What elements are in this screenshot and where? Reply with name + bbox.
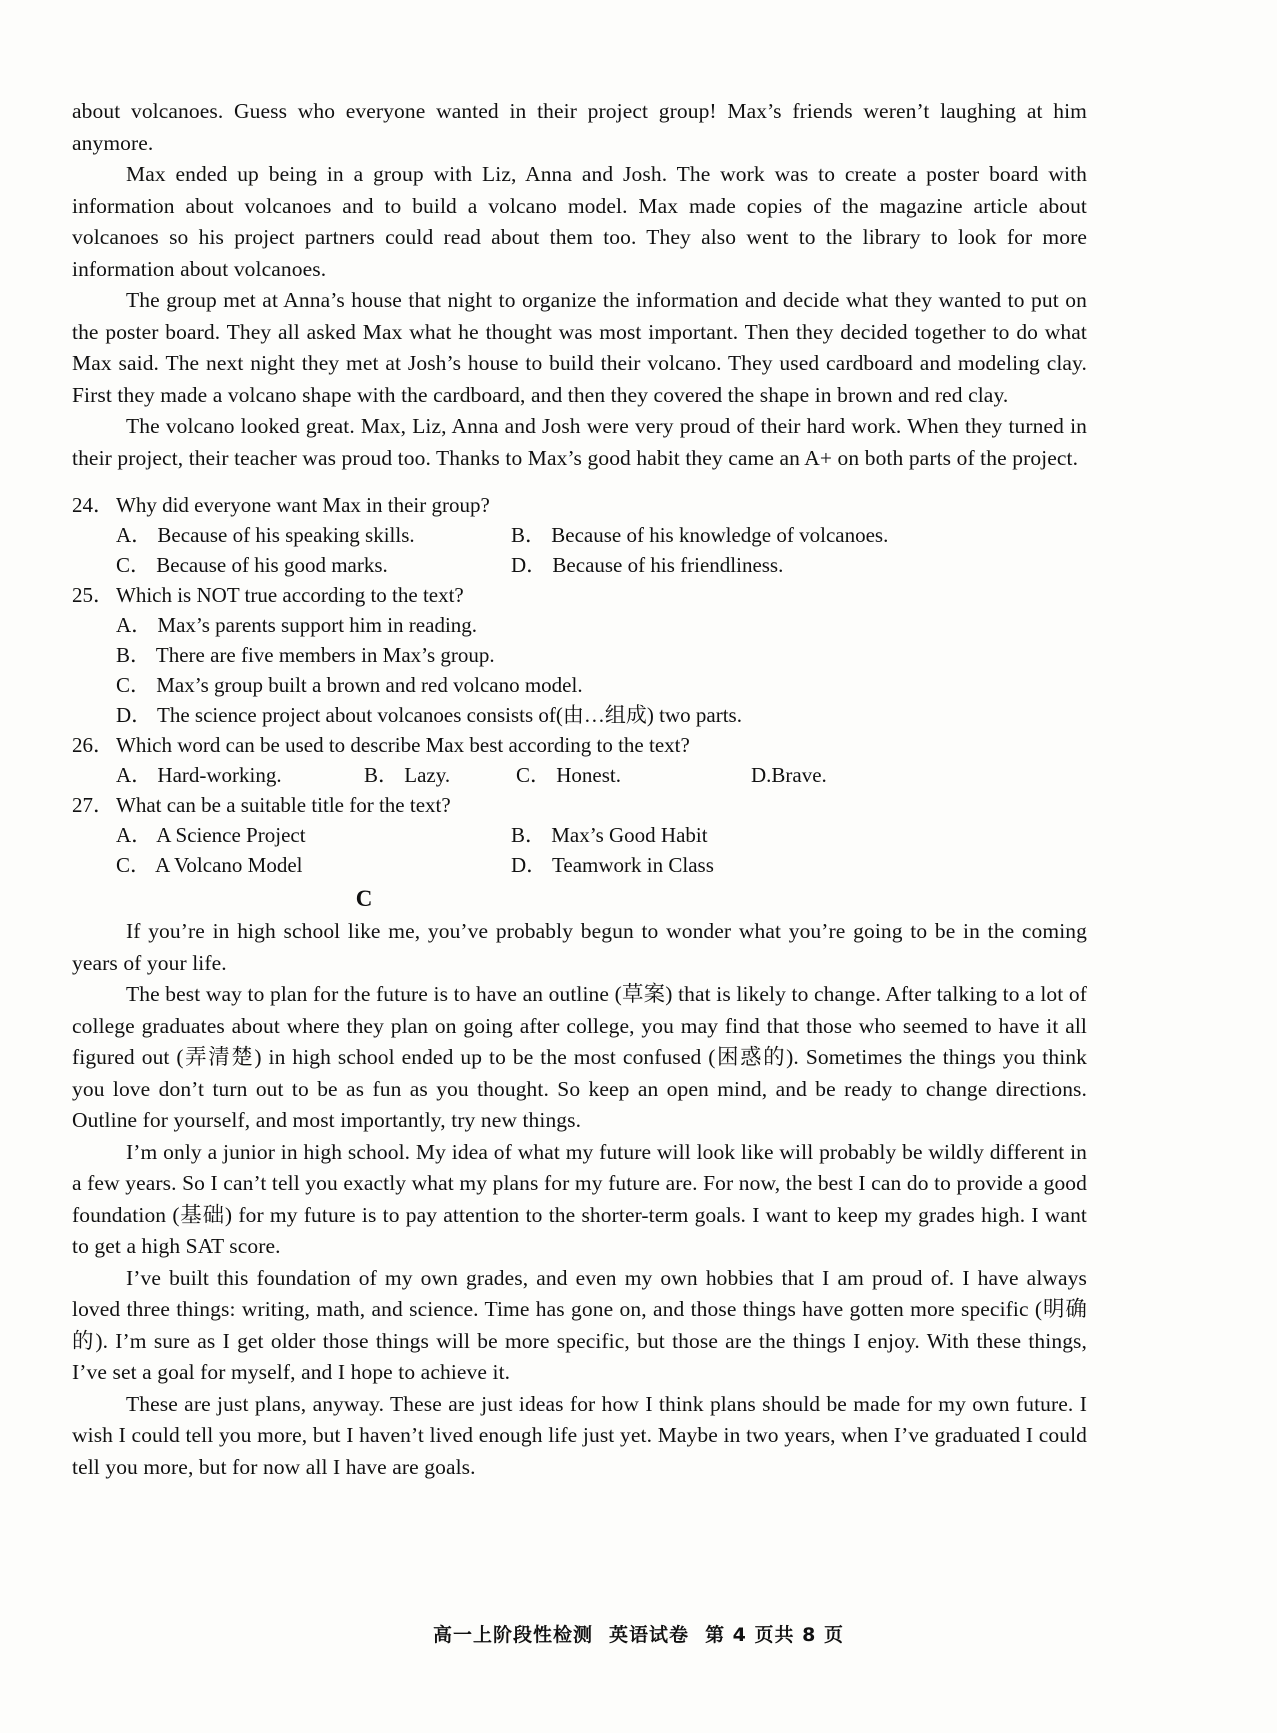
footer-subject: 英语试卷 — [609, 1624, 690, 1646]
option-list — [72, 610, 1087, 730]
option-c[interactable]: C． A Volcano Model — [116, 853, 303, 877]
question-text: Which word can be used to describe Max best according to the text? — [116, 733, 690, 757]
paragraph: I’m only a junior in high school. My idea of what my future will look like will probably be wildly different in a few years. So I can’t tell you exactly what my plans for my future are. For now, the best I can do to provide a good foundation (基础) for my future is to pay attention to the shorter-term goals. I want to keep my grades high. I want to get a high SAT score. — [72, 1139, 1087, 1258]
option-d[interactable]: D． Because of his friendliness. — [511, 553, 784, 577]
section-letter: C — [355, 886, 374, 911]
question-number: 26． — [72, 733, 114, 757]
question-text: Why did everyone want Max in their group? — [116, 493, 490, 517]
option-a[interactable]: A． A Science Project — [116, 823, 306, 847]
question-number: 25． — [72, 583, 114, 607]
paragraph: Max ended up being in a group with Liz, Anna and Josh. The work was to create a poster board with information about volcanoes and to build a volcano model. Max made copies of the magazine article about volcanoes so his project partners could read about them too. They also went to the library to look for more information about volcanoes. — [72, 162, 1087, 281]
question-27 — [72, 790, 1087, 880]
option-b[interactable]: B． Lazy. — [364, 763, 451, 787]
option-row — [72, 850, 1087, 880]
paragraph: I’ve built this foundation of my own grades, and even my own hobbies that I am proud of. I have always loved three things: writing, math, and science. Time has gone on, and those things have gotten more specific (明确的). I’m sure as I get older those things will be more specific, but those are the things I enjoy. With these things, I’ve set a goal for myself, and I hope to achieve it. — [72, 1265, 1087, 1384]
option-b[interactable]: B． Max’s Good Habit — [511, 823, 708, 847]
page-footer — [0, 1620, 1277, 1647]
question-number: 24． — [72, 493, 114, 517]
option-c[interactable]: C． Max’s group built a brown and red volcano model. — [116, 673, 583, 697]
question-24 — [72, 490, 1087, 580]
question-stem — [72, 580, 1087, 610]
question-text: Which is NOT true according to the text? — [116, 583, 464, 607]
page-content — [72, 96, 1087, 1483]
passage-c — [72, 916, 1087, 1483]
option-b[interactable]: B． Because of his knowledge of volcanoes. — [511, 523, 889, 547]
question-26 — [72, 730, 1087, 790]
option-c[interactable]: C． Honest. — [516, 763, 621, 787]
option-row — [72, 820, 1087, 850]
paragraph-continuation: about volcanoes. Guess who everyone wanted in their project group! Max’s friends weren’t laughing at him anymore. — [72, 99, 1087, 155]
option-row — [72, 550, 1087, 580]
footer-page-number: 第 4 页共 8 页 — [705, 1624, 844, 1646]
paragraph: The group met at Anna’s house that night to organize the information and decide what they wanted to put on the poster board. They all asked Max what he thought was most important. Then they decided together to do what Max said. The next night they met at Josh’s house to build their volcano. They used cardboard and modeling clay. First they made a volcano shape with the cardboard, and then they covered the shape in brown and red clay. — [72, 288, 1087, 407]
question-stem — [72, 490, 1087, 520]
question-stem — [72, 730, 1087, 760]
question-25 — [72, 580, 1087, 730]
option-d[interactable]: D． Teamwork in Class — [511, 853, 714, 877]
option-row — [72, 520, 1087, 550]
option-b[interactable]: B． There are five members in Max’s group. — [116, 643, 495, 667]
option-row — [72, 760, 1087, 790]
option-a[interactable]: A． Because of his speaking skills. — [116, 523, 415, 547]
option-a[interactable]: A． Hard-working. — [116, 763, 282, 787]
paragraph: These are just plans, anyway. These are just ideas for how I think plans should be made for my own future. I wish I could tell you more, but I haven’t lived enough life just yet. Maybe in two years, when I’ve graduated I could tell you more, but for now all I have are goals. — [72, 1391, 1087, 1479]
paragraph: The volcano looked great. Max, Liz, Anna and Josh were very proud of their hard work. When they turned in their project, their teacher was proud too. Thanks to Max’s good habit they came an A+ on both parts of the project. — [72, 414, 1087, 470]
question-number: 27． — [72, 793, 114, 817]
paragraph: If you’re in high school like me, you’ve probably begun to wonder what you’re going to be in the coming years of your life. — [72, 919, 1087, 975]
footer-exam-name: 高一上阶段性检测 — [433, 1624, 594, 1646]
option-c[interactable]: C． Because of his good marks. — [116, 553, 388, 577]
paragraph: The best way to plan for the future is to have an outline (草案) that is likely to change. After talking to a lot of college graduates about where they plan on going after college, you may find that those who seemed to have it all figured out (弄清楚) in high school ended up to be the most confused (困惑的). Sometimes the things you think you love don’t turn out to be as fun as you thought. So keep an open mind, and be ready to change directions. Outline for yourself, and most importantly, try new things. — [72, 982, 1087, 1132]
option-d[interactable]: D.Brave. — [751, 763, 827, 787]
question-text: What can be a suitable title for the text? — [116, 793, 451, 817]
question-stem — [72, 790, 1087, 820]
option-a[interactable]: A． Max’s parents support him in reading. — [116, 613, 478, 637]
option-d[interactable]: D． The science project about volcanoes consists of(由…组成) two parts. — [116, 703, 742, 727]
